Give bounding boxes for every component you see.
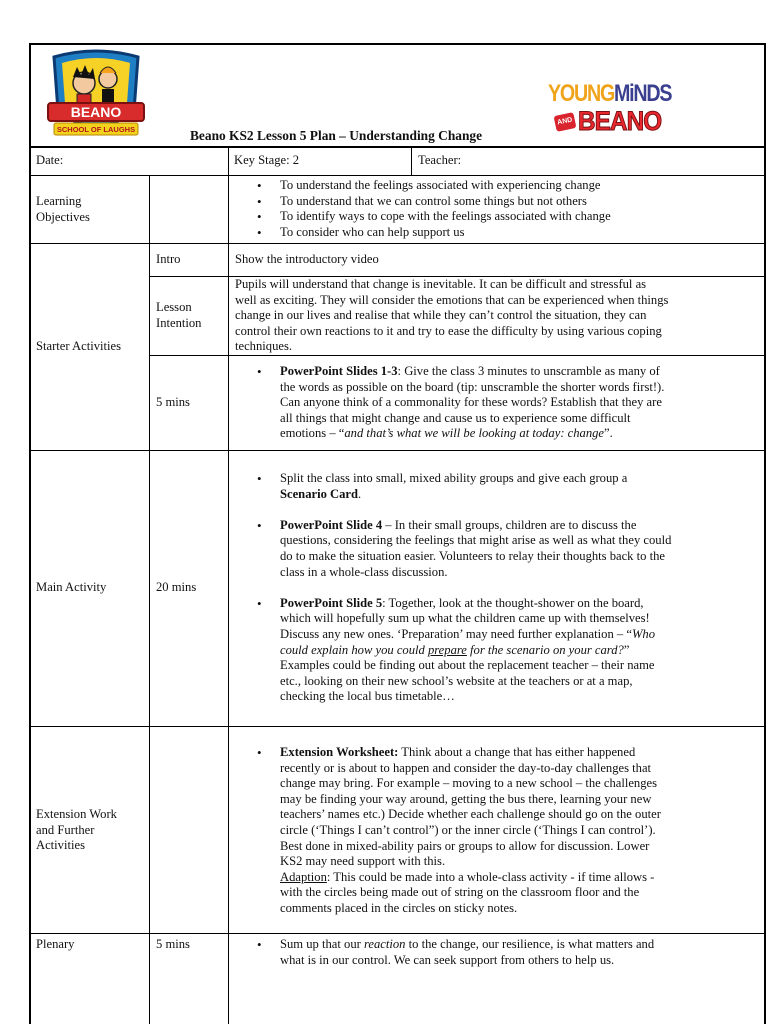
row-divider [149, 355, 766, 356]
objectives-list [255, 178, 755, 240]
youngminds-wordmark: YOUNGMiNDS [548, 80, 672, 107]
row-divider [29, 146, 766, 148]
list-item: • Extension Worksheet: Think about a change that has either happened recently or is about to happen and consider the day-to-day challenges that change may bring. For example – moving to a new school – the challenges may be finding your way around, getting the bus there, learning your new teachers’ names etc.) Decide whether each challenge should go on the outer circle (‘Things I can’t control”) or the inner circle (‘Things I can control’). Best done in mixed-ability pairs or groups to allow for discussion. Lower KS2 may need support with this. Adaption: This could be made into a whole-class activity - if time allows - with the circles being made out of string on the classroom floor and the comments placed in the circles on sticky notes. [255, 745, 755, 917]
starter-activities-label: Starter Activities [36, 339, 121, 353]
list-item: • To understand the feelings associated with experiencing change [255, 178, 755, 194]
plenary-list [255, 937, 755, 968]
list-item: • PowerPoint Slides 1-3: Give the class 3 minutes to unscramble as many of the words as possible on the board (tip: unscramble the shorter words first!). Can anyone think of a commonality for these words? Establish that they are all things that might change and cause us to experience some difficult emotions – “and that’s what we will be looking at today: change”. [255, 364, 755, 442]
and-tag: AND [554, 112, 577, 132]
row-divider [29, 175, 766, 176]
col-divider [228, 146, 229, 176]
list-item: • PowerPoint Slide 5: Together, look at the thought-shower on the board, which will hopefully sum up what the children came up with themselves! Discuss any new ones. ‘Preparation’ may need further explanation – “Who could explain how you could prepare for the scenario on your card?” Examples could be finding out about the replacement teacher – their name etc., looking on their new school’s website at the teachers or at a map, checking the local bus timetable… [255, 596, 755, 705]
learning-objectives-label: Learning Objectives [36, 194, 90, 224]
plenary-label: Plenary [36, 937, 75, 951]
starter-time: 5 mins [156, 395, 190, 409]
list-item: • Sum up that our reaction to the change, our resilience, is what matters and what is in our control. We can seek support from others to help us. [255, 937, 755, 968]
extension-list [255, 745, 755, 917]
main-activity-list [255, 471, 755, 705]
beano-wordmark: BEANO [578, 106, 662, 136]
beano-school-badge-icon [44, 49, 148, 145]
extension-label: Extension Work and Further Activities [36, 807, 117, 853]
youngminds-beano-logo-icon [548, 81, 684, 141]
lesson-intention-label: Lesson Intention [156, 300, 202, 330]
row-divider [29, 243, 766, 244]
intro-label: Intro [156, 252, 181, 266]
col-divider [411, 146, 412, 176]
col-divider [228, 175, 229, 1024]
beano-logo-text: BEANO [70, 104, 122, 120]
key-stage-label: Key Stage: 2 [234, 153, 300, 167]
intro-text: Show the introductory video [235, 252, 379, 266]
date-label: Date: [36, 153, 64, 167]
page-title: Beano KS2 Lesson 5 Plan – Understanding Change [190, 128, 483, 143]
starter-slides-list [255, 364, 755, 442]
main-activity-label: Main Activity [36, 580, 107, 594]
beano-logo-tagline: SCHOOL OF LAUGHS [56, 125, 136, 134]
list-item: • To consider who can help support us [255, 225, 755, 241]
lesson-intention-text: Pupils will understand that change is inevitable. It can be difficult and stressful as well as exciting. They will consider the emotions that can be experienced when things change in our lives and realise that while they can’t control the situation, they can control their own reactions to it and try to ease the difficulty by using various coping techniques. [235, 277, 669, 354]
row-divider [29, 726, 766, 727]
list-item: • Split the class into small, mixed ability groups and give each group a Scenario Card. [255, 471, 755, 502]
col-divider [149, 175, 150, 1024]
list-item: • To understand that we can control some things but not others [255, 194, 755, 210]
list-item: • PowerPoint Slide 4 – In their small groups, children are to discuss the questions, considering the feelings that might arise as well as what they could do to make the situation easier. Volunteers to relay their thoughts back to the class in a whole-class discussion. [255, 518, 755, 580]
list-item: • To identify ways to cope with the feelings associated with change [255, 209, 755, 225]
plenary-time: 5 mins [156, 937, 190, 951]
row-divider [29, 933, 766, 934]
row-divider [29, 450, 766, 451]
teacher-label: Teacher: [418, 153, 462, 167]
main-activity-time: 20 mins [156, 580, 197, 594]
